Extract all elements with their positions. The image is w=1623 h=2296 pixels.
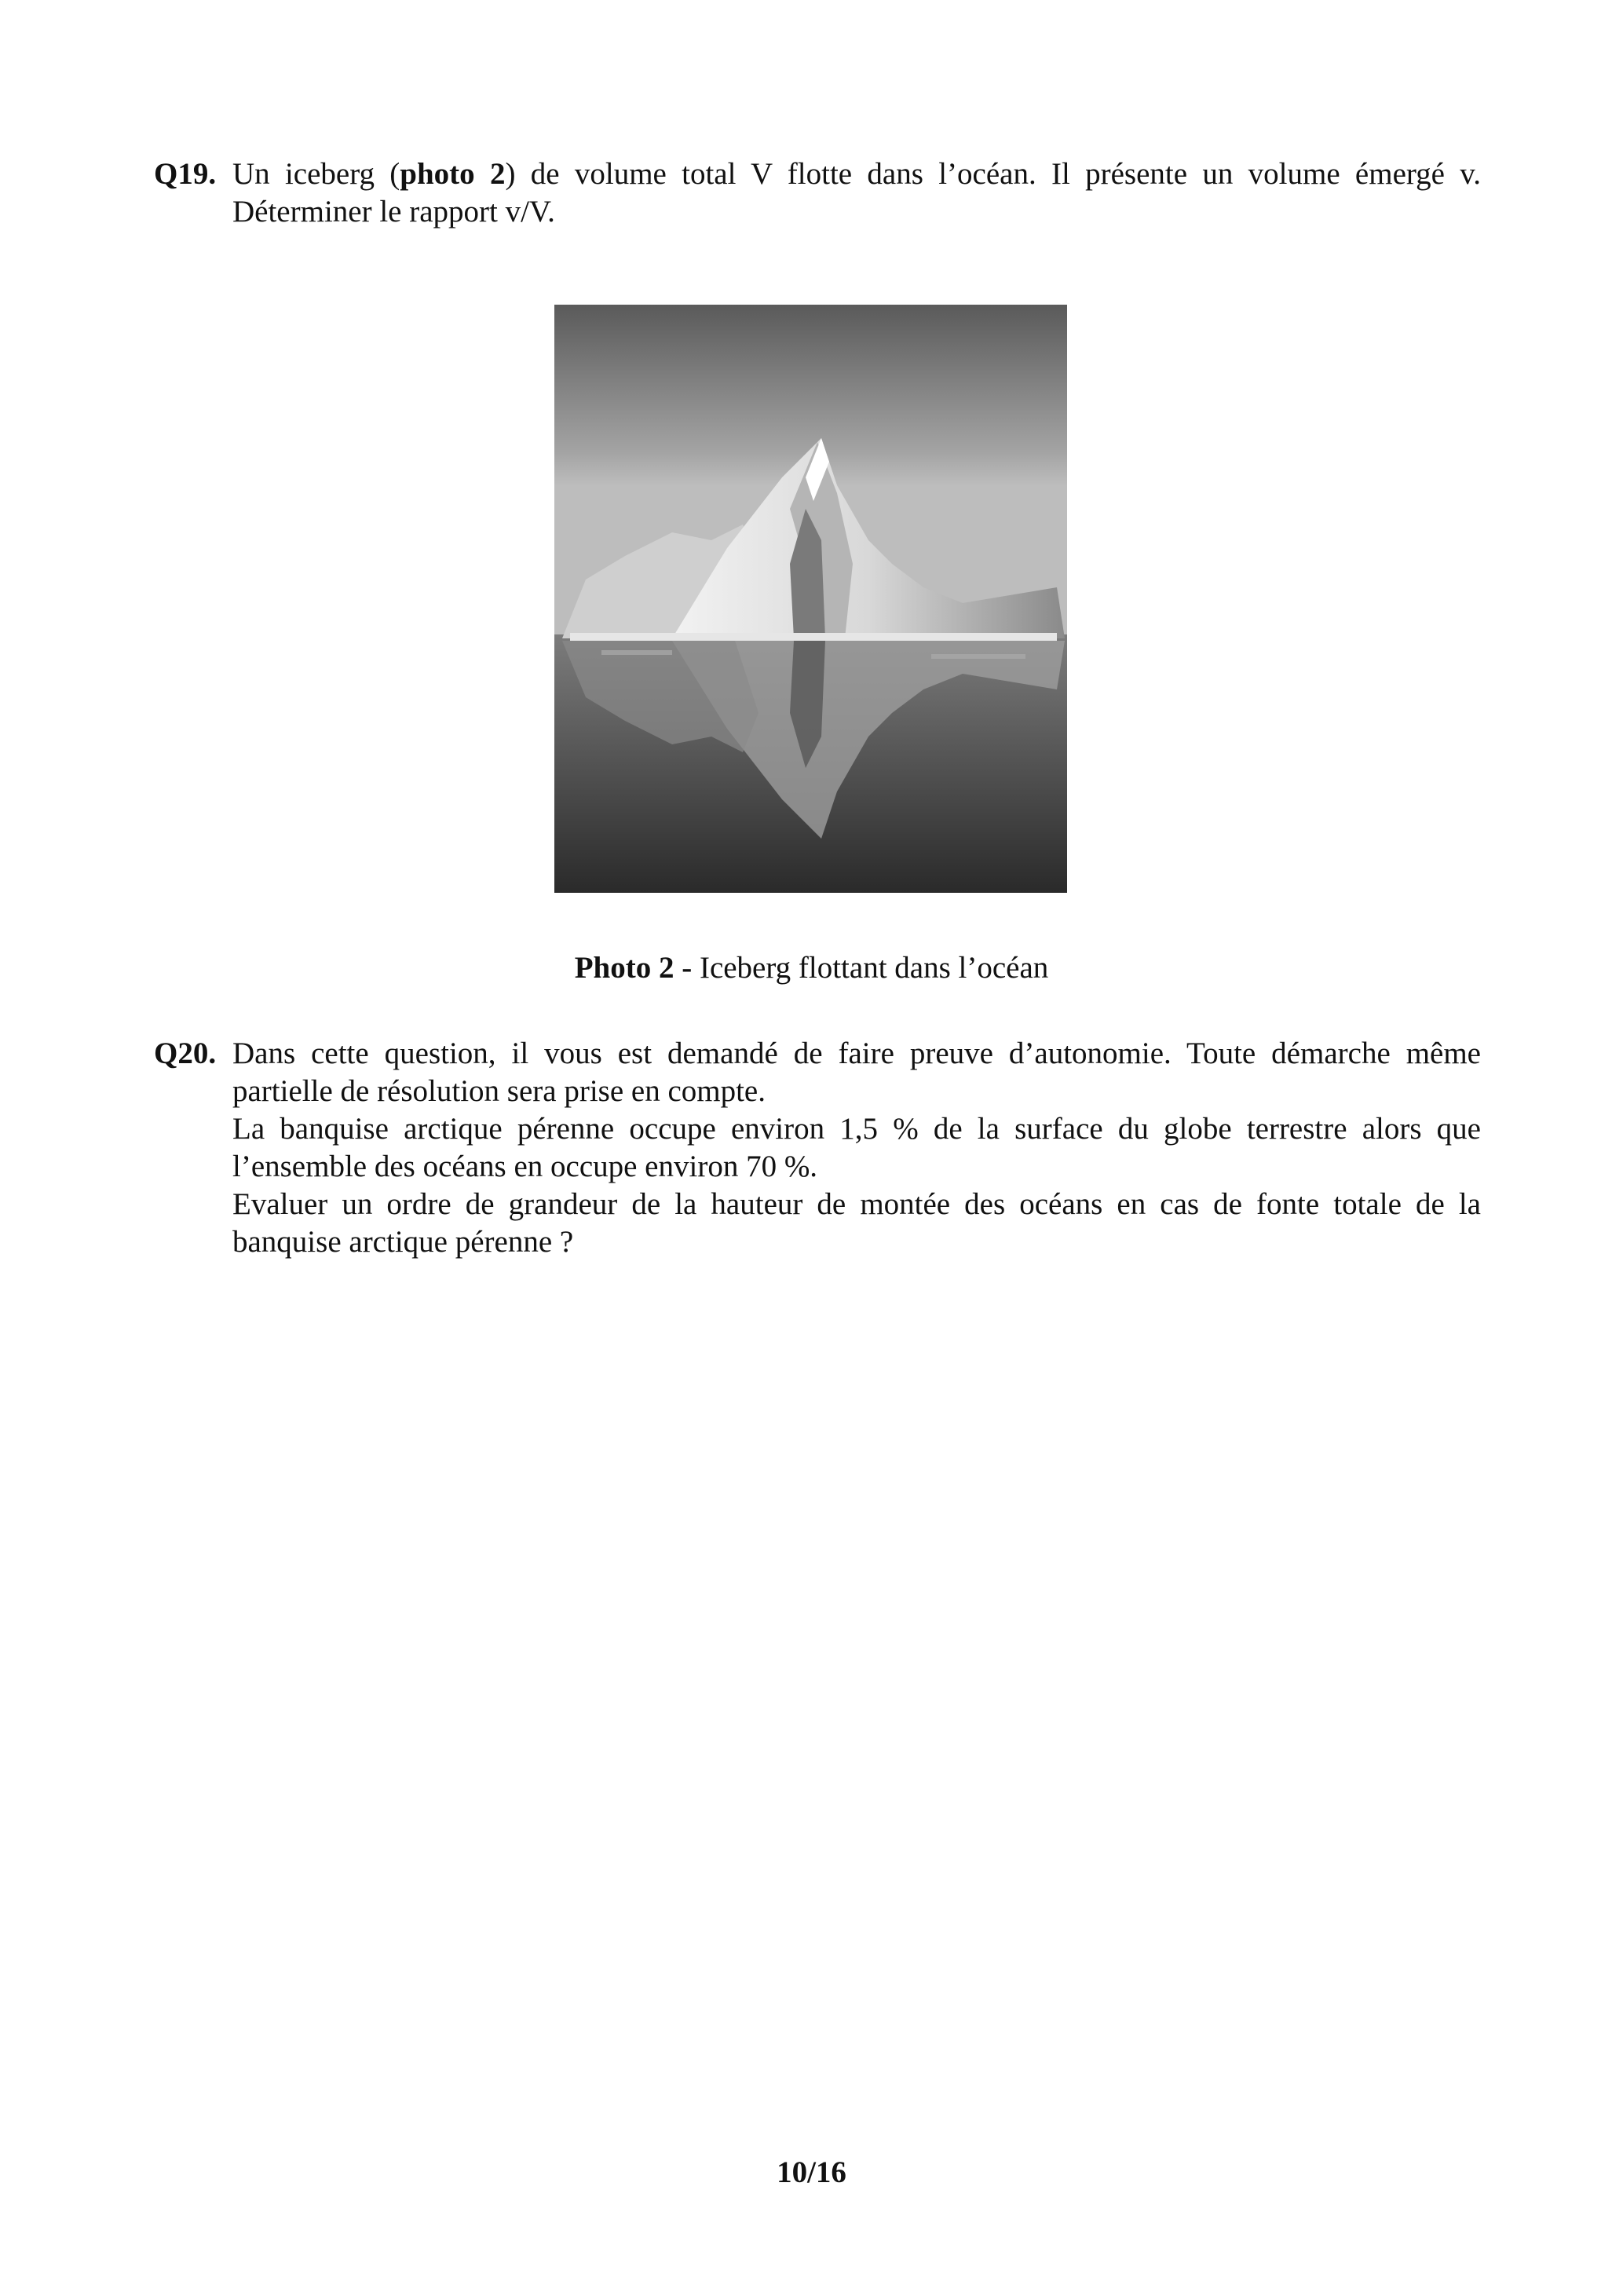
question-text: Un iceberg (	[232, 157, 400, 191]
photo-caption	[0, 949, 1623, 987]
question-text-line: l’ensemble des océans en occupe environ 70 %.	[232, 1150, 818, 1183]
question-number: Q19.	[154, 157, 217, 191]
question-text-line: Dans cette question, il vous est demandé de faire preuve d’autonomie. Toute démarche même	[232, 1036, 1481, 1070]
question-text: ) de volume total V flotte dans l’océan. Il présente un volume émergé v.	[505, 157, 1481, 191]
question-text-line: La banquise arctique pérenne occupe environ 1,5 % de la surface du globe terrestre alors que	[232, 1112, 1481, 1146]
caption-text: Iceberg flottant dans l’océan	[692, 951, 1049, 985]
page-number: 10/16	[777, 2155, 846, 2189]
question-number: Q20.	[154, 1036, 217, 1070]
question-text-line: banquise arctique pérenne ?	[232, 1225, 574, 1259]
iceberg-photo	[554, 305, 1067, 893]
photo-reference: photo 2	[400, 157, 506, 191]
question-text-line: Déterminer le rapport v/V.	[232, 195, 555, 229]
question-text-line	[232, 155, 1481, 193]
question-19	[154, 155, 1481, 231]
question-text-line: partielle de résolution sera prise en compte.	[232, 1074, 766, 1108]
question-text-line: Evaluer un ordre de grandeur de la hauteur de montée des océans en cas de fonte totale de la	[232, 1187, 1481, 1221]
caption-label: Photo 2 -	[574, 951, 693, 985]
question-20	[154, 1035, 1481, 1261]
